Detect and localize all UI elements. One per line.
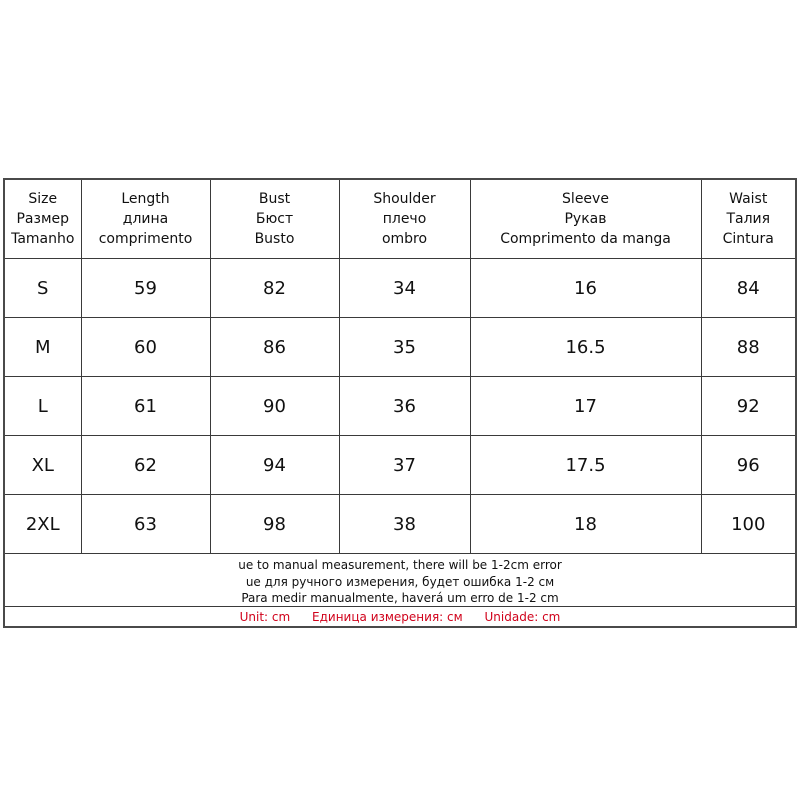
header-label: Comprimento da manga — [500, 231, 671, 247]
header-bust — [210, 180, 339, 259]
note-line-portuguese: Para medir manualmente, haverá um erro de 1-2 cm — [241, 591, 559, 605]
unit-russian: Единица измерения: см — [312, 610, 463, 624]
unit-line — [5, 608, 795, 626]
cell-shoulder: 38 — [339, 495, 470, 554]
cell-shoulder: 37 — [339, 436, 470, 495]
cell-sleeve: 16.5 — [470, 318, 701, 377]
cell-sleeve: 17 — [470, 377, 701, 436]
cell-length: 61 — [81, 377, 210, 436]
header-label: Waist — [729, 191, 768, 207]
header-label: Bust — [258, 191, 291, 207]
header-label: Tamanho — [11, 231, 75, 247]
cell-length: 63 — [81, 495, 210, 554]
header-label: Размер — [16, 211, 70, 227]
header-label: Busto — [254, 231, 295, 247]
cell-length: 60 — [81, 318, 210, 377]
header-label: Length — [121, 191, 170, 207]
header-length — [81, 180, 210, 259]
header-label: Бюст — [255, 211, 294, 227]
cell-sleeve: 17.5 — [470, 436, 701, 495]
cell-size: L — [5, 377, 81, 436]
cell-bust: 86 — [210, 318, 339, 377]
header-size — [5, 180, 81, 259]
cell-sleeve: 18 — [470, 495, 701, 554]
note-line-english: ue to manual measurement, there will be 1-2cm error — [238, 558, 562, 572]
header-label: Рукав — [564, 211, 607, 227]
header-label: ombro — [381, 231, 428, 247]
cell-shoulder: 36 — [339, 377, 470, 436]
cell-waist: 96 — [701, 436, 795, 495]
table-row — [5, 318, 795, 377]
table-row — [5, 436, 795, 495]
note-line-russian: ue для ручного измерения, будет ошибка 1-2 см — [245, 574, 555, 589]
cell-length: 59 — [81, 259, 210, 318]
table-row — [5, 259, 795, 318]
header-shoulder — [339, 180, 470, 259]
cell-size: S — [5, 259, 81, 318]
cell-bust: 82 — [210, 259, 339, 318]
header-sleeve — [470, 180, 701, 259]
cell-size: M — [5, 318, 81, 377]
unit-english: Unit: cm — [239, 610, 291, 624]
cell-sleeve: 16 — [470, 259, 701, 318]
size-table — [5, 180, 795, 554]
cell-waist: 84 — [701, 259, 795, 318]
cell-bust: 94 — [210, 436, 339, 495]
header-label: comprimento — [98, 231, 193, 247]
header-label: Sleeve — [562, 191, 609, 207]
cell-bust: 98 — [210, 495, 339, 554]
cell-waist: 100 — [701, 495, 795, 554]
size-chart — [3, 178, 797, 628]
header-label: Cintura — [722, 231, 774, 247]
cell-size: XL — [5, 436, 81, 495]
cell-bust: 90 — [210, 377, 339, 436]
table-row — [5, 495, 795, 554]
header-waist — [701, 180, 795, 259]
header-label: Shoulder — [373, 191, 436, 207]
cell-shoulder: 35 — [339, 318, 470, 377]
header-row — [5, 180, 795, 259]
header-label: Талия — [726, 211, 771, 227]
cell-shoulder: 34 — [339, 259, 470, 318]
header-label: Size — [28, 191, 58, 207]
cell-length: 62 — [81, 436, 210, 495]
header-label: плечо — [382, 211, 427, 227]
measurement-note — [5, 555, 795, 607]
cell-waist: 88 — [701, 318, 795, 377]
cell-size: 2XL — [5, 495, 81, 554]
cell-waist: 92 — [701, 377, 795, 436]
table-row — [5, 377, 795, 436]
header-label: длина — [122, 211, 169, 227]
unit-portuguese: Unidade: cm — [484, 610, 561, 624]
